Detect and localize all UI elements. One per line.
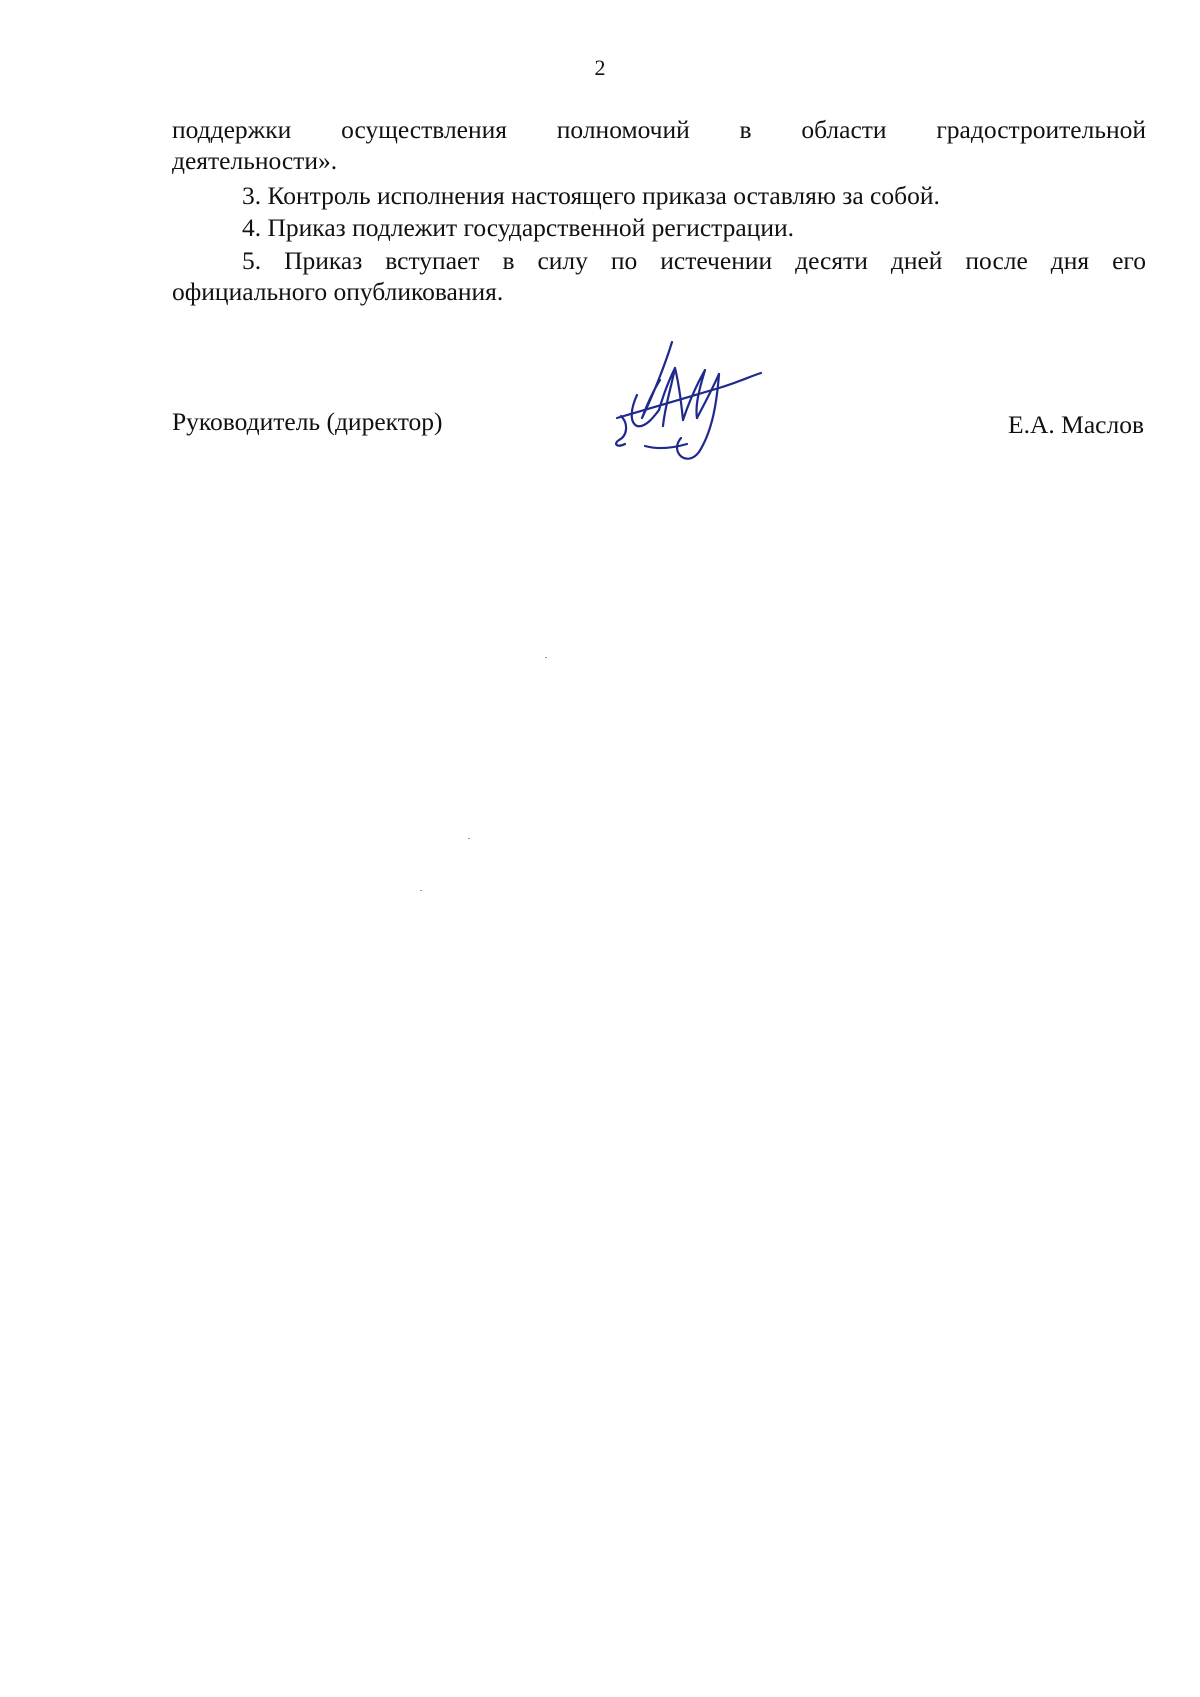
handwritten-signature [615, 340, 815, 495]
list-item-4 [172, 212, 1146, 243]
paragraph-line: поддержки осуществления полномочий в области градостроительной [172, 115, 1146, 144]
list-item-text: 4. Приказ подлежит государственной регистрации. [242, 213, 794, 242]
list-item-text: 5. Приказ вступает в силу по истечении десяти дней после дня его [242, 246, 1146, 275]
signatory-role: Руководитель (директор) [172, 407, 443, 436]
page-number: 2 [594, 55, 606, 80]
scan-speck [420, 890, 422, 891]
scan-speck [545, 657, 547, 658]
scan-speck [468, 838, 470, 839]
signatory-name: Е.А. Маслов [1008, 410, 1144, 439]
paragraph-continuation [172, 114, 1146, 176]
list-item-text: официального опубликования. [172, 277, 504, 306]
list-item-text: 3. Контроль исполнения настоящего приказа оставляю за собой. [242, 181, 940, 210]
list-item-3 [172, 180, 1146, 211]
paragraph-line: деятельности». [172, 146, 338, 175]
list-item-5 [172, 245, 1146, 307]
